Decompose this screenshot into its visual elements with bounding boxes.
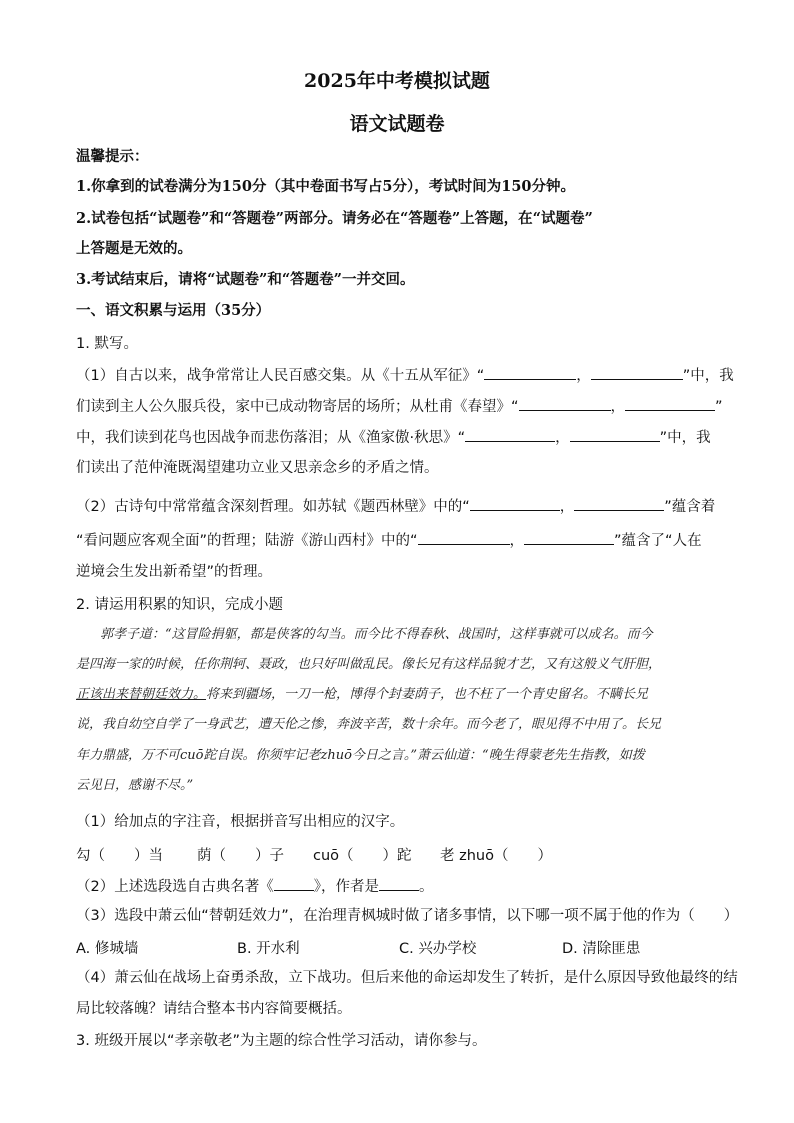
answer-blank[interactable] xyxy=(379,876,419,891)
q1-text: （1）自古以来，战争常常让人民百感交集。从《十五从军征》“ xyxy=(76,368,485,384)
q2-sub2 xyxy=(76,876,722,897)
q1-part1-line3 xyxy=(76,427,722,448)
q1-text: ”蕴含了“人在 xyxy=(614,533,702,549)
answer-blank[interactable] xyxy=(274,876,314,891)
q1-part2-line2 xyxy=(76,530,722,551)
q1-text: ， xyxy=(555,430,570,446)
excerpt-underlined-phrase: 正该出来替朝廷效力。 xyxy=(76,687,207,702)
q1-part1-line4: 们读出了范仲淹既渴望建功立业又思亲念乡的矛盾之情。 xyxy=(76,460,439,476)
notice-item-3: 3.考试结束后，请将“试题卷”和“答题卷”一并交回。 xyxy=(76,271,415,288)
answer-blank[interactable] xyxy=(570,427,660,442)
q1-part1-line1 xyxy=(76,365,734,386)
question-3-label: 3. 班级开展以“孝亲敬老”为主题的综合性学习活动，请你参与。 xyxy=(76,1033,487,1049)
answer-blank[interactable] xyxy=(484,365,576,380)
q1-text: ， xyxy=(576,368,591,384)
q1-text: ， xyxy=(610,399,626,415)
pinyin-item-a: 勾（ ）当 xyxy=(76,848,163,864)
q2-text: 》，作者是 xyxy=(313,879,379,895)
option-a[interactable]: A. 修城墙 xyxy=(76,941,139,957)
excerpt-line-2: 是四海一家的时候，任你荆轲、聂政，也只好叫做乱民。像长兄有这样品貌才艺，又有这般义气肝胆， xyxy=(76,657,662,672)
answer-blank[interactable] xyxy=(418,530,510,545)
q2-sub1: （1）给加点的字注音，根据拼音写出相应的汉字。 xyxy=(76,814,405,830)
q1-text: （2）古诗句中常常蕴含深刻哲理。如苏轼《题西林壁》中的“ xyxy=(76,499,470,515)
pinyin-item-b: 荫（ ）子 xyxy=(197,848,284,864)
q2-sub4-line2: 局比较落魄？请结合整本书内容简要概括。 xyxy=(76,1001,352,1017)
notice-item-2b: 上答题是无效的。 xyxy=(76,240,192,257)
q1-part2-line1 xyxy=(76,496,722,517)
q1-text: “看问题应客观全面”的哲理；陆游《游山西村》中的“ xyxy=(76,533,418,549)
q1-text: ”中，我 xyxy=(659,430,711,446)
answer-blank[interactable] xyxy=(519,396,611,411)
q1-text: 们读到主人公久服兵役，家中已成动物寄居的场所；从杜甫《春望》“ xyxy=(76,399,519,415)
excerpt-line-1: 郭孝子道：“这冒险捐躯，都是侠客的勾当。而今比不得春秋、战国时，这样事就可以成名。而今 xyxy=(100,627,653,642)
pinyin-item-d: 老 zhuō（ ） xyxy=(440,848,552,864)
q2-sub4-line1: （4）萧云仙在战场上奋勇杀敌，立下战功。但后来他的命运却发生了转折，是什么原因导致他最终的结 xyxy=(76,970,738,986)
notice-item-1: 1.你拿到的试卷满分为150分（其中卷面书写占5分），考试时间为150分钟。 xyxy=(76,178,576,195)
q2-sub3: （3）选段中萧云仙“替朝廷效力”，在治理青枫城时做了诸多事情，以下哪一项不属于他的作为（ ） xyxy=(76,908,739,924)
section-1-heading: 一、语文积累与运用（35分） xyxy=(76,302,271,319)
exam-title: 2025年中考模拟试题 xyxy=(304,70,490,92)
question-2-label: 2. 请运用积累的知识，完成小题 xyxy=(76,597,283,613)
question-1-label: 1. 默写。 xyxy=(76,336,138,352)
exam-subtitle: 语文试题卷 xyxy=(349,113,445,135)
answer-blank[interactable] xyxy=(625,396,715,411)
option-c[interactable]: C. 兴办学校 xyxy=(399,941,477,957)
q1-text: 中，我们读到花鸟也因战争而悲伤落泪；从《渔家傲·秋思》“ xyxy=(76,430,466,446)
q2-text: （2）上述选段选自古典名著《 xyxy=(76,879,274,895)
notice-heading: 温馨提示： xyxy=(76,148,149,165)
answer-blank[interactable] xyxy=(470,496,560,511)
answer-blank[interactable] xyxy=(591,365,683,380)
q1-text: ， xyxy=(509,533,525,549)
option-b[interactable]: B. 开水利 xyxy=(237,941,300,957)
option-d[interactable]: D. 清除匪患 xyxy=(562,941,641,957)
q1-text: ， xyxy=(559,499,575,515)
q1-part1-line2 xyxy=(76,396,722,417)
q2-text: 。 xyxy=(418,879,434,895)
pinyin-item-c: cuō（ ）跎 xyxy=(313,848,412,864)
q1-text: ” xyxy=(715,399,723,415)
excerpt-line-4: 说，我自幼空自学了一身武艺，遭天伦之惨，奔波辛苦，数十余年。而今老了，眼见得不中用了。长兄 xyxy=(76,717,662,732)
excerpt-line-3 xyxy=(76,686,722,704)
q1-text: ”中，我 xyxy=(682,368,734,384)
q1-text: ”蕴含着 xyxy=(664,499,716,515)
q1-part2-line3: 逆境会生发出新希望”的哲理。 xyxy=(76,564,273,580)
excerpt-text: 将来到疆场，一刀一枪，博得个封妻荫子，也不枉了一个青史留名。不瞒长兄 xyxy=(206,687,649,702)
answer-blank[interactable] xyxy=(574,496,664,511)
excerpt-line-6: 云见日，感谢不尽。” xyxy=(76,778,194,793)
excerpt-line-5: 年力鼎盛，万不可cuō跎自误。你须牢记老zhuō今日之言。”萧云仙道：“晚生得蒙老先生指教，如拨 xyxy=(76,748,645,763)
notice-item-2a: 2.试卷包括“试题卷”和“答题卷”两部分。请务必在“答题卷”上答题，在“试题卷” xyxy=(76,210,593,227)
answer-blank[interactable] xyxy=(524,530,614,545)
answer-blank[interactable] xyxy=(465,427,555,442)
